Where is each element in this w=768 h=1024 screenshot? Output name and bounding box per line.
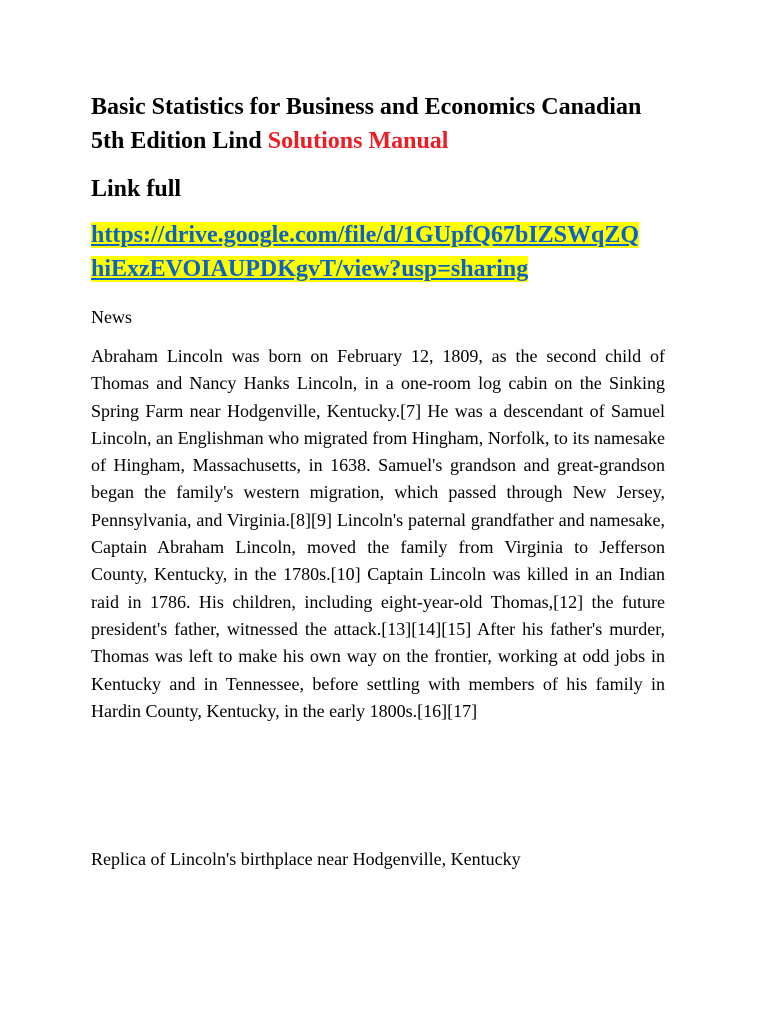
link-container: [91, 218, 651, 286]
link-label: Link full: [91, 176, 182, 202]
title-highlight: Solutions Manual: [267, 128, 449, 154]
image-caption: Replica of Lincoln's birthplace near Hodgenville, Kentucky: [91, 849, 521, 869]
download-link[interactable]: https://drive.google.com/file/d/1GUpfQ67bIZSWqZQhiExzEVOIAUPDKgvT/view?usp=sharing: [91, 222, 640, 282]
document-title: [91, 90, 665, 158]
document-page: [91, 90, 665, 725]
section-label: News: [91, 307, 132, 327]
title-main: Basic Statistics for Business and Economics Canadian 5th Edition Lind: [91, 94, 642, 154]
body-paragraph: Abraham Lincoln was born on February 12, 1809, as the second child of Thomas and Nancy Hanks Lincoln, in a one-room log cabin on the Sinking Spring Farm near Hodgenville, Kentucky.[7] He was a descendant of Samuel Lincoln, an Englishman who migrated from Hingham, Norfolk, to its namesake of Hingham, Massachusetts, in 1638. Samuel's grandson and great-grandson began the family's western migration, which passed through New Jersey, Pennsylvania, and Virginia.[8][9] Lincoln's paternal grandfather and namesake, Captain Abraham Lincoln, moved the family from Virginia to Jefferson County, Kentucky, in the 1780s.[10] Captain Lincoln was killed in an Indian raid in 1786. His children, including eight-year-old Thomas,[12] the future president's father, witnessed the attack.[13][14][15] After his father's murder, Thomas was left to make his own way on the frontier, working at odd jobs in Kentucky and in Tennessee, before settling with members of his family in Hardin County, Kentucky, in the early 1800s.[16][17]: [91, 346, 665, 721]
